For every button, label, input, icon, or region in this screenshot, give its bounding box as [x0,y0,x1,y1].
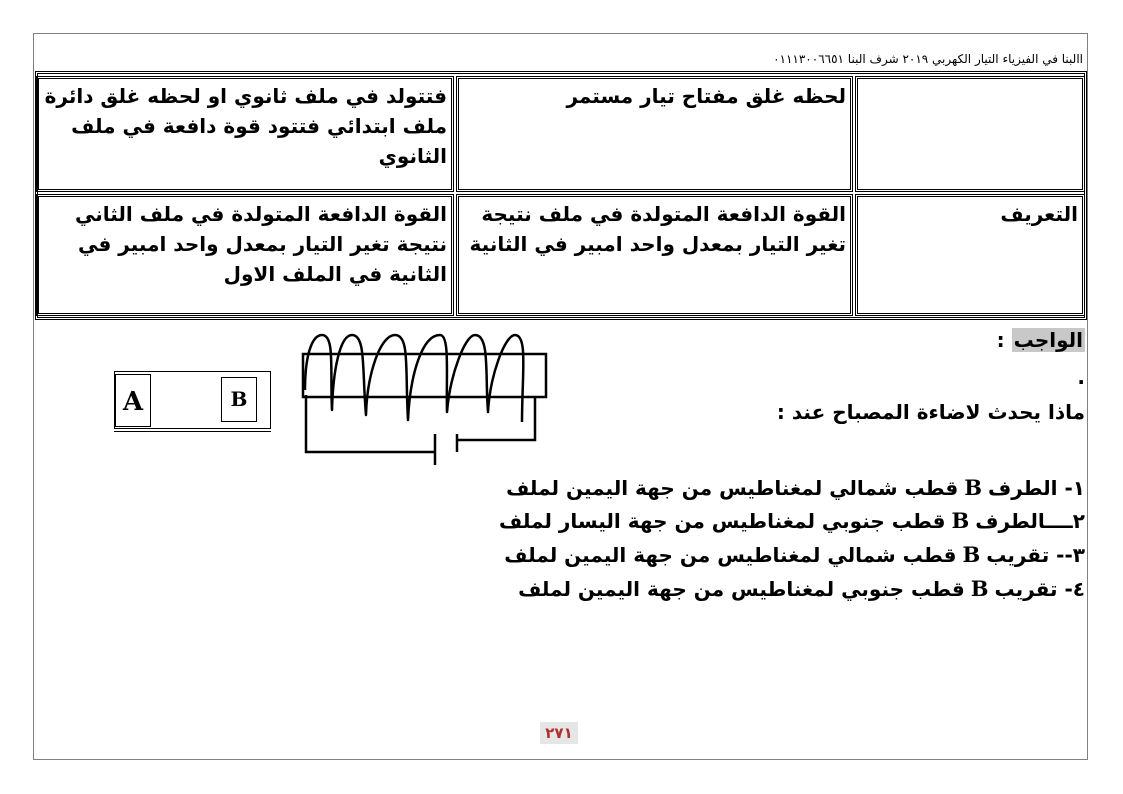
magnet-pole-a: A [115,374,151,427]
magnet-pole-b: B [221,377,257,422]
item-prefix: ١- الطرف [987,476,1085,500]
homework-heading [997,328,1085,352]
coil-core [303,354,546,397]
page-header: االبنا في الفيزياء التيار الكهربي ٢٠١٩ شرف البنا ٠١١١٣٠٠٦٦٥١ [773,52,1083,66]
table-cell-r1-left: فتتولد في ملف ثانوي او لحظه غلق دائرة ملف ابتدائي فتتود قوة دافعة في ملف الثانوي [36,76,454,192]
homework-dot: . [1077,365,1085,389]
circuit-wire [306,395,435,452]
homework-question: ماذا يحدث لاضاءة المصباح عند : [776,400,1085,424]
magnet-underline [114,431,271,432]
table-cell-r2-left: القوة الدافعة المتولدة في ملف الثاني نتيجة تغير التيار بمعدل واحد امبير في الثانية في الملف الاول [36,194,454,316]
question-item [499,508,1085,533]
item-text: قطب شمالي لمغناطيس من جهة اليمين لملف [506,476,959,500]
question-item [504,542,1085,567]
question-item [518,576,1085,601]
item-text: قطب جنوبي لمغناطيس من جهة اليسار لملف [499,509,946,533]
page-number: ٢٧١ [540,722,578,744]
item-prefix: ٢ــــالطرف [975,509,1085,533]
homework-title: الواجب [1013,328,1083,352]
homework-colon: : [996,328,1012,352]
coil-winding [305,335,523,422]
coil-circuit-diagram [300,330,560,465]
item-text: قطب جنوبي لمغناطيس من جهة اليمين لملف [518,577,965,601]
table-cell-r2-mid: القوة الدافعة المتولدة في ملف نتيجة تغير التيار بمعدل واحد امبير في الثانية [456,194,853,316]
item-prefix: ٤- تقريب [994,577,1085,601]
table-cell-r2-right: التعريف [855,194,1085,316]
table-cell-r1-mid: لحظه غلق مفتاح تيار مستمر [456,76,853,192]
item-pole: B [962,542,981,567]
item-pole: B [964,475,982,500]
question-item [506,475,1085,500]
item-text: قطب شمالي لمغناطيس من جهة اليمين لملف [504,543,957,567]
item-prefix: ٣-- تقريب [986,543,1085,567]
table-cell-r1-right [855,76,1085,192]
item-pole: B [970,576,989,601]
item-pole: B [951,508,970,533]
